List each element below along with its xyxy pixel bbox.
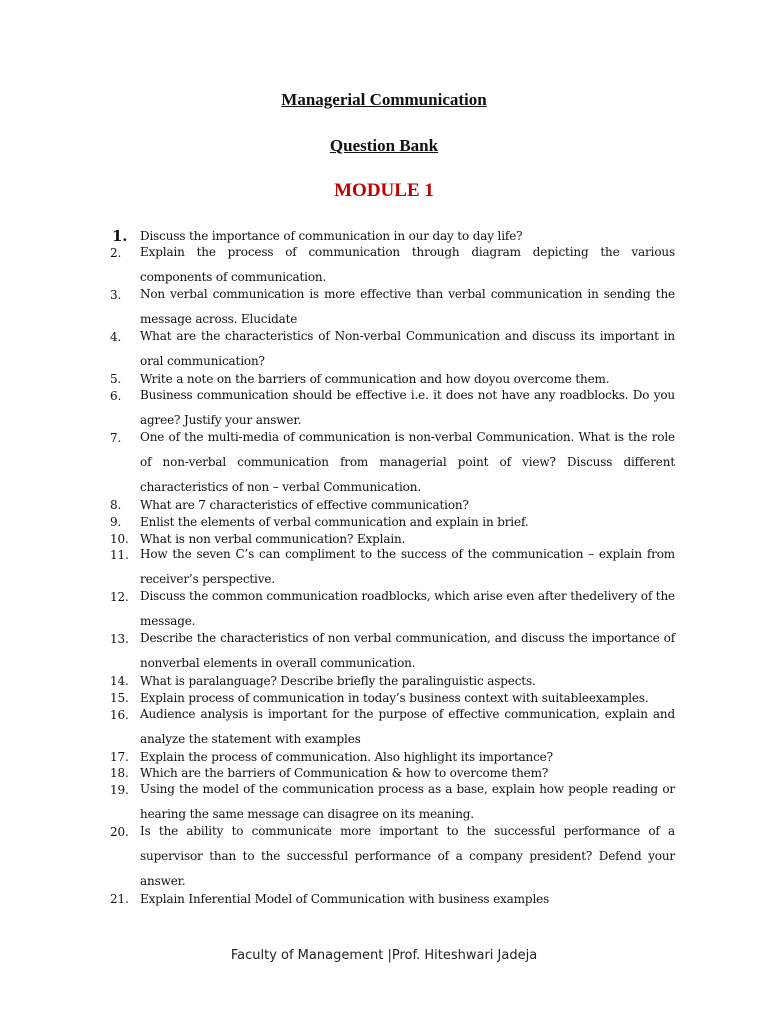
question-text: What is paralanguage? Describe briefly the paralinguistic aspects. — [140, 674, 536, 688]
question-text: Which are the barriers of Communication & how to overcome them? — [140, 766, 549, 780]
question-number: 10. — [110, 532, 129, 546]
question-number: 1. — [112, 227, 128, 245]
question-number: 14. — [110, 674, 129, 688]
module-heading: MODULE 1 — [334, 180, 434, 201]
question-item — [110, 708, 675, 752]
question-item — [110, 632, 675, 676]
question-number: 16. — [110, 708, 129, 722]
question-text: Business communication should be effective i.e. it does not have any roadblocks. Do you agree? Justify your answer. — [140, 388, 675, 427]
question-item — [110, 330, 675, 374]
page-footer: Faculty of Management |Prof. Hiteshwari Jadeja — [230, 948, 538, 963]
question-text: Non verbal communication is more effective than verbal communication in sending the message across. Elucidate — [140, 287, 675, 326]
question-text: One of the multi-media of communication is non-verbal Communication. What is the role of non-verbal communication from managerial point of view? Discuss different characteristics of non – verbal Communication. — [140, 430, 675, 494]
question-text: Explain the process of communication. Also highlight its importance? — [140, 750, 553, 764]
question-item — [110, 431, 675, 500]
question-number: 18. — [110, 766, 129, 780]
question-text: What is non verbal communication? Explain. — [140, 532, 406, 546]
question-text: Write a note on the barriers of communication and how doyou overcome them. — [140, 372, 610, 386]
question-number: 7. — [110, 431, 122, 445]
question-number: 17. — [110, 750, 129, 764]
question-item — [110, 825, 675, 894]
question-number: 19. — [110, 783, 129, 797]
question-text: What are 7 characteristics of effective communication? — [140, 498, 469, 512]
question-text: Describe the characteristics of non verbal communication, and discuss the importance of nonverbal elements in overall communication. — [140, 631, 675, 670]
question-text: Explain Inferential Model of Communication with business examples — [140, 892, 550, 906]
question-text: How the seven C’s can compliment to the success of the communication – explain from receiver’s perspective. — [140, 547, 675, 586]
question-number: 12. — [110, 590, 129, 604]
question-number: 6. — [110, 389, 122, 403]
question-number: 5. — [110, 372, 122, 386]
question-text: Discuss the common communication roadblocks, which arise even after thedelivery of the message. — [140, 589, 675, 628]
question-number: 13. — [110, 632, 129, 646]
question-text: Explain process of communication in today’s business context with suitableexamples. — [140, 691, 649, 705]
question-item — [110, 750, 675, 765]
question-text: Discuss the importance of communication in our day to day life? — [140, 229, 523, 243]
question-number: 8. — [110, 498, 122, 512]
question-number: 11. — [110, 548, 129, 562]
document-title: Managerial Communication — [281, 90, 487, 109]
question-number: 3. — [110, 288, 122, 302]
question-text: Enlist the elements of verbal communication and explain in brief. — [140, 515, 529, 529]
question-number: 9. — [110, 515, 122, 529]
question-text: Is the ability to communicate more important to the successful performance of a supervisor than to the successful performance of a company president? Defend your answer. — [140, 824, 675, 888]
question-text: Using the model of the communication process as a base, explain how people reading or hearing the same message can disagree on its meaning. — [140, 782, 675, 821]
question-item — [110, 515, 675, 530]
document-subtitle: Question Bank — [329, 136, 439, 155]
question-number: 4. — [110, 330, 122, 344]
question-text: Explain the process of communication through diagram depicting the various components of communication. — [140, 245, 675, 284]
question-item — [110, 892, 675, 907]
question-item — [110, 674, 675, 689]
question-text: Audience analysis is important for the purpose of effective communication, explain and analyze the statement with examples — [140, 707, 675, 746]
question-text: What are the characteristics of Non-verbal Communication and discuss its important in oral communication? — [140, 329, 675, 368]
question-number: 20. — [110, 825, 129, 839]
question-number: 15. — [110, 691, 129, 705]
question-item — [110, 498, 675, 513]
question-number: 21. — [110, 892, 129, 906]
question-number: 2. — [110, 246, 122, 260]
